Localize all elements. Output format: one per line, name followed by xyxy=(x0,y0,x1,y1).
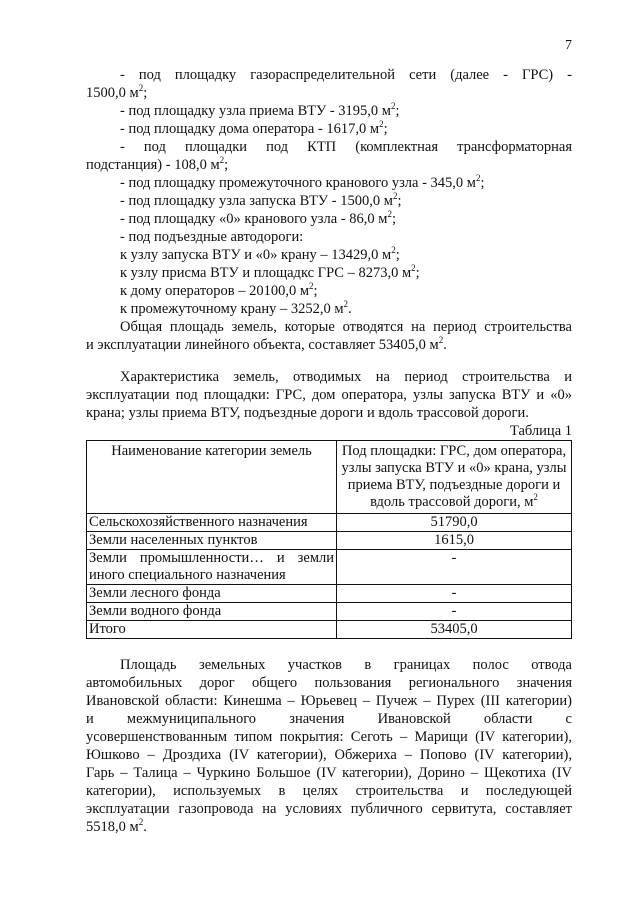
category-value: - xyxy=(337,550,572,585)
header-area: Под площадки: ГРС, дом оператора, узлы запуска ВТУ и «0» крана, узлы приема ВТУ, подъездные дороги и вдоль трассовой дороги, $м^2$ xyxy=(337,441,572,514)
land-item-line: - под площадку узла приема ВТУ - 3195,0 $м^2$; xyxy=(120,101,400,119)
table-label: Таблица 1 xyxy=(509,423,572,439)
land-item-line: подстанция) - 108,0 $м^2$; xyxy=(86,155,229,173)
characteristics-line: Характеристика земель, отводимых на период строительства и xyxy=(120,369,572,385)
land-categories-table xyxy=(86,440,572,639)
easement-line: Гарь – Талица – Чуркино Большое (IV категории), Дорино – Щекотиха (IV xyxy=(86,765,572,781)
easement-line: 5518,0 $м^2$. xyxy=(86,817,147,835)
land-item-line: - под площадку газораспределительной сети (далее - ГРС) - xyxy=(120,67,572,83)
table-row xyxy=(87,621,572,639)
land-list-section xyxy=(86,66,572,354)
table-body xyxy=(87,514,572,639)
header-category: Наименование категории земель xyxy=(87,441,337,514)
category-name: Земли водного фонда xyxy=(87,603,337,621)
category-value: 51790,0 xyxy=(337,514,572,532)
category-value: - xyxy=(337,585,572,603)
land-item-line: к узлу присма ВТУ и площадкс ГРС – 8273,0 $м^2$; xyxy=(120,263,420,281)
category-value: 1615,0 xyxy=(337,532,572,550)
easement-line: эксплуатации газопровода на условиях публичного сервитута, составляет xyxy=(86,801,572,817)
land-item-line: к промежуточному крану – 3252,0 $м^2$. xyxy=(120,299,352,317)
land-item-line: к узлу запуска ВТУ и «0» крану – 13429,0 $м^2$; xyxy=(120,245,400,263)
easement-line: автомобильных дорог общего пользования регионального значения xyxy=(86,675,572,691)
category-value: - xyxy=(337,603,572,621)
table-row xyxy=(87,550,572,585)
land-item-line: к дому операторов – 20100,0 $м^2$; xyxy=(120,281,318,299)
land-item-line: Общая площадь земель, которые отводятся на период строительства xyxy=(120,319,572,335)
table-row xyxy=(87,532,572,550)
easement-paragraph xyxy=(86,656,572,836)
table-header-row xyxy=(87,441,572,514)
characteristics-paragraph xyxy=(86,368,572,422)
land-item-line: и эксплуатации линейного объекта, составляет 53405,0 $м^2$. xyxy=(86,335,447,353)
land-item-line: 1500,0 $м^2$; xyxy=(86,83,148,101)
category-name: Земли промышленности… и земли иного специального назначения xyxy=(87,550,337,585)
easement-line: категории), используемых в целях строительства и последующей xyxy=(86,783,572,799)
easement-line: усовершенствованным типом покрытия: Сеготь – Марищи (IV категории), xyxy=(86,729,572,745)
land-item-line: - под площадку узла запуска ВТУ - 1500,0 $м^2$; xyxy=(120,191,402,209)
page-number: 7 xyxy=(565,38,572,53)
easement-line: Юшково – Дроздиха (IV категории), Обжериха – Попово (IV категории), xyxy=(86,747,572,763)
category-name: Земли населенных пунктов xyxy=(87,532,337,550)
characteristics-line: эксплуатации под площадки: ГРС, дом оператора, узлы запуска ВТУ и «0» xyxy=(86,387,572,403)
land-item-line: - под площадку промежуточного кранового узла - 345,0 $м^2$; xyxy=(120,173,485,191)
land-item-line: - под подъездные автодороги: xyxy=(120,229,304,245)
easement-line: Площадь земельных участков в границах полос отвода xyxy=(120,657,572,673)
table-row xyxy=(87,603,572,621)
easement-line: и межмуниципального значения Ивановской области с xyxy=(86,711,572,727)
characteristics-line: крана; узлы приема ВТУ, подъездные дороги и вдоль трассовой дороги. xyxy=(86,405,529,421)
land-item-line: - под площадки под КТП (комплектная трансформаторная xyxy=(120,139,572,155)
land-item-line: - под площадку дома оператора - 1617,0 $м^2$; xyxy=(120,119,388,137)
land-item-line: - под площадку «0» кранового узла - 86,0 $м^2$; xyxy=(120,209,396,227)
table-row xyxy=(87,514,572,532)
easement-line: Ивановской области: Кинешма – Юрьевец – Пучеж – Пурех (III категории) xyxy=(86,693,572,709)
page-content xyxy=(86,66,572,836)
category-name: Сельскохозяйственного назначения xyxy=(87,514,337,532)
category-name: Итого xyxy=(87,621,337,639)
table-row xyxy=(87,585,572,603)
category-name: Земли лесного фонда xyxy=(87,585,337,603)
category-value: 53405,0 xyxy=(337,621,572,639)
